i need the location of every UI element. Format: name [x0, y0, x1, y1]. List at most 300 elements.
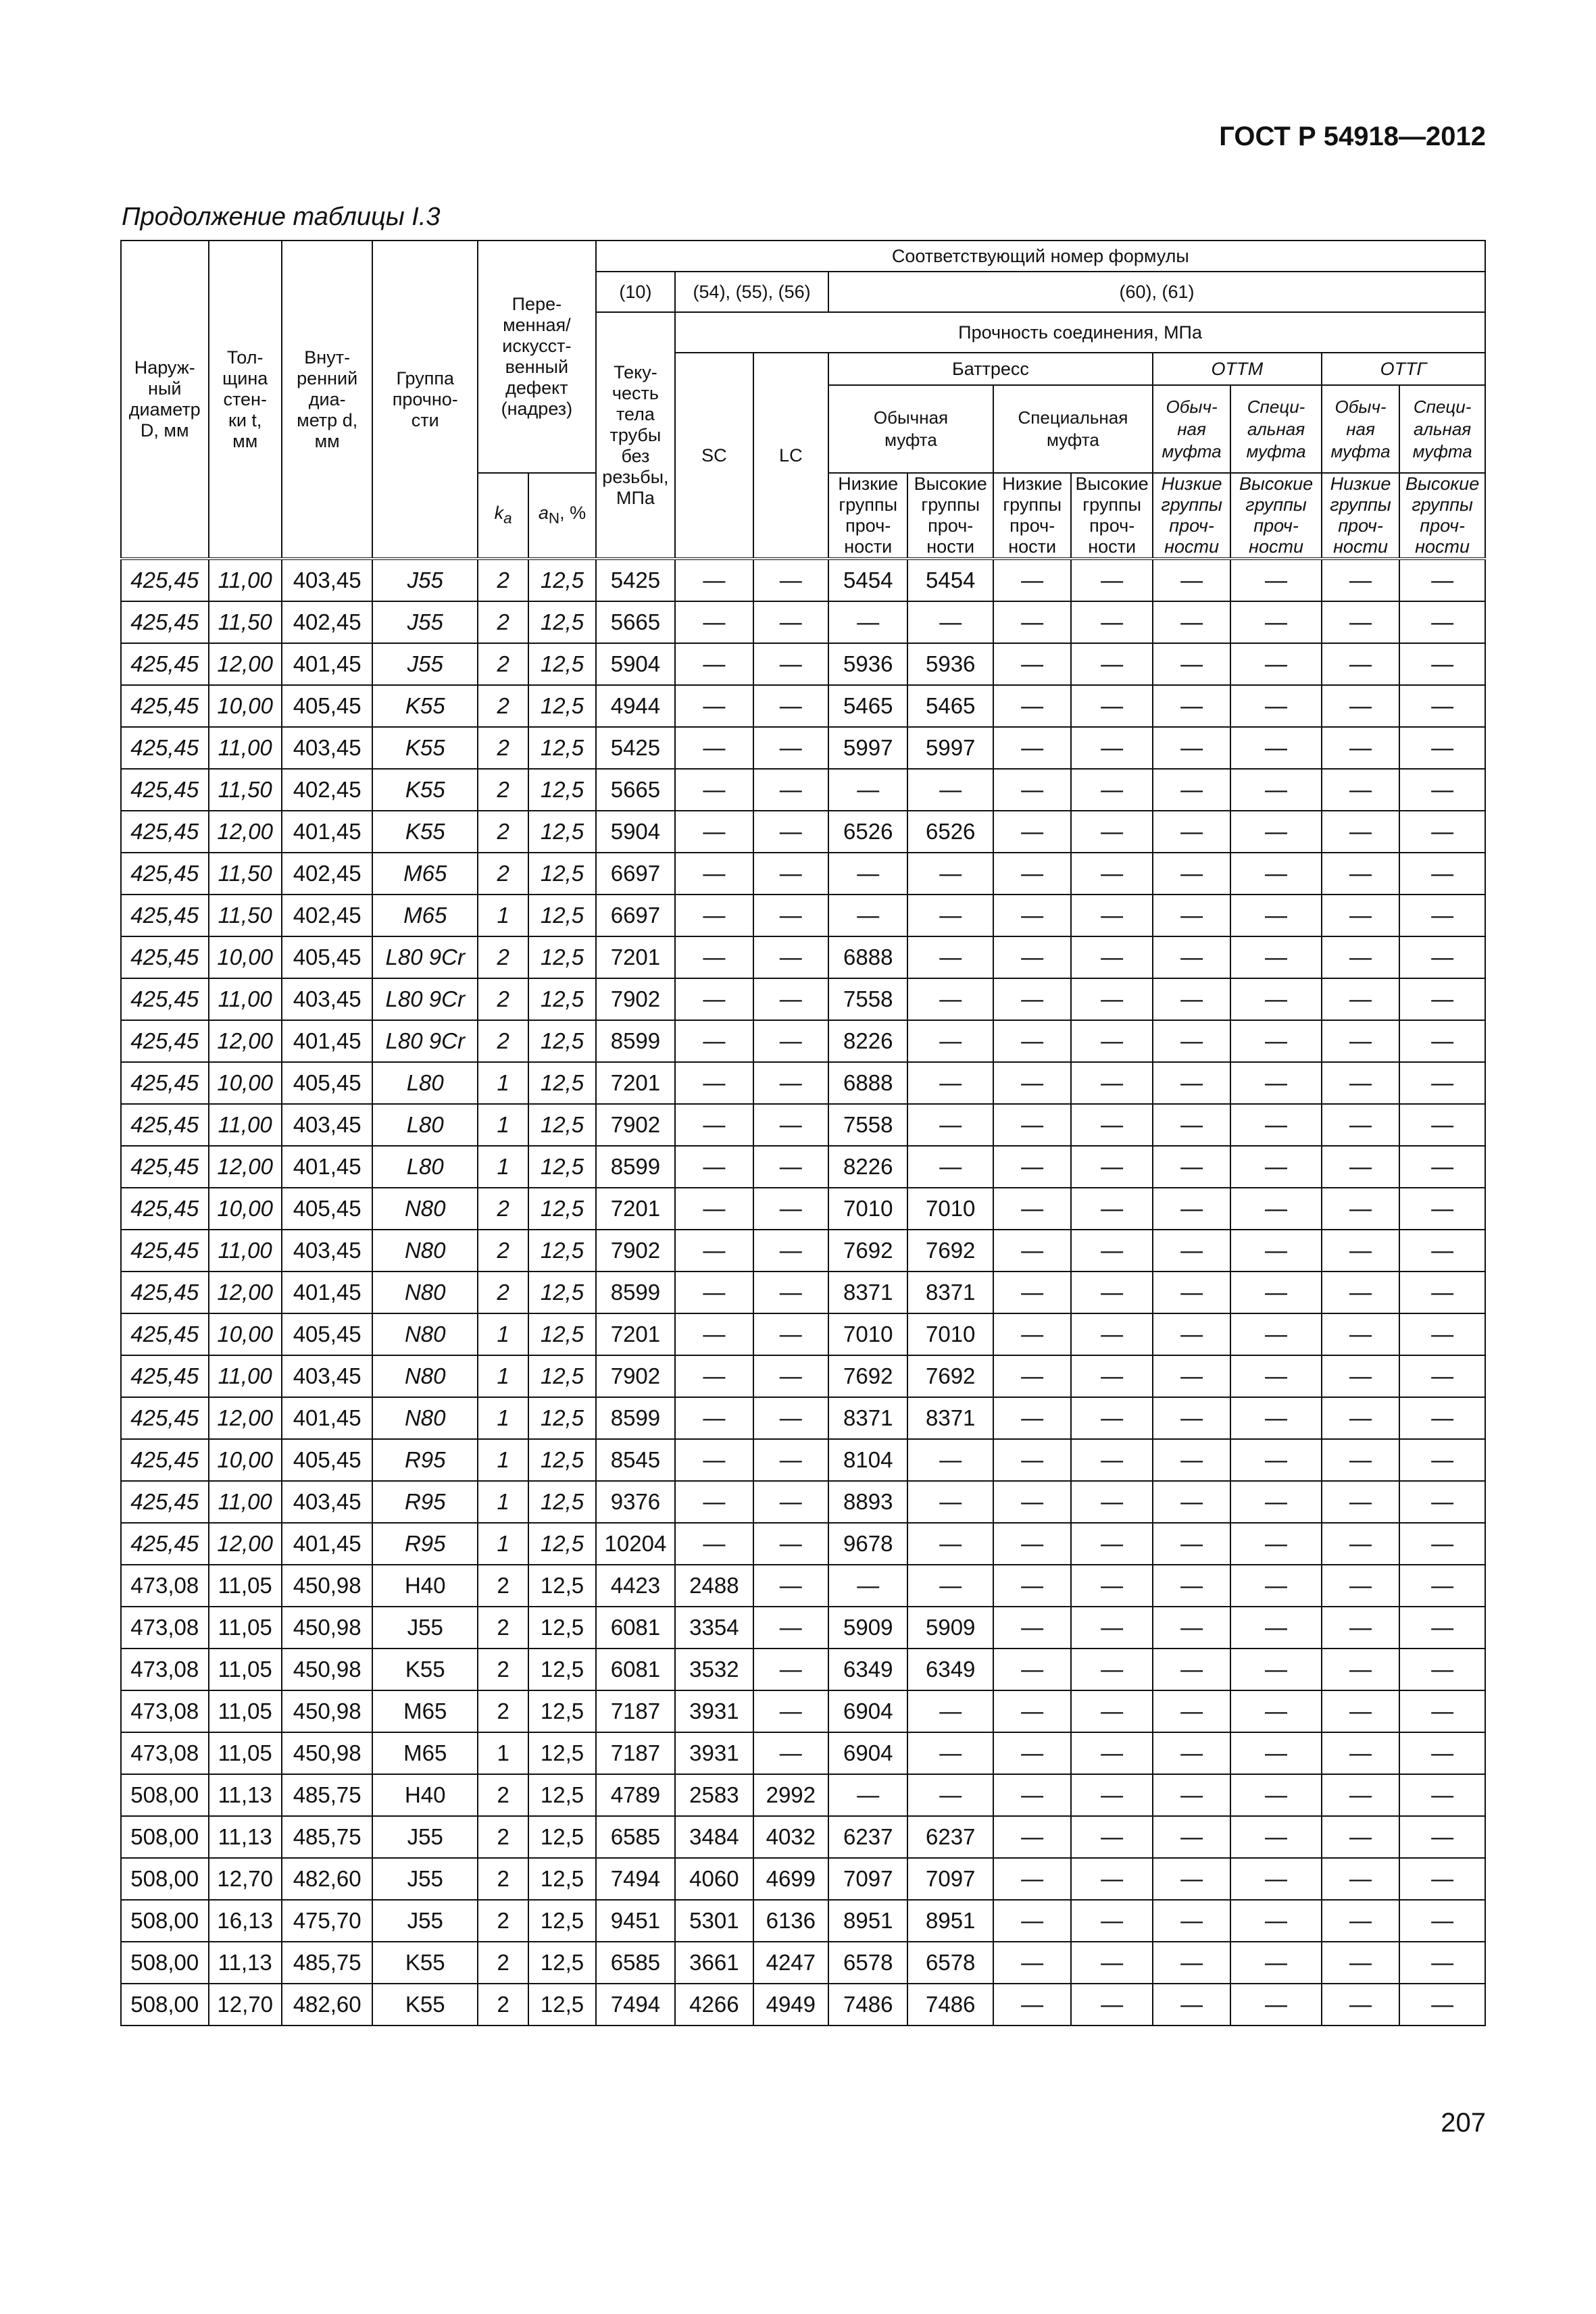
table-cell: —: [1322, 1313, 1399, 1355]
table-cell: 12,5: [528, 978, 595, 1020]
table-row: [121, 1607, 1485, 1649]
table-cell: —: [993, 1481, 1071, 1523]
table-cell: 12,5: [528, 685, 595, 727]
table-cell: L80: [372, 1146, 478, 1188]
table-cell: —: [993, 1188, 1071, 1230]
table-cell: 4266: [675, 1984, 753, 2026]
table-cell: —: [753, 1732, 828, 1774]
table-cell: —: [907, 1732, 993, 1774]
table-cell: —: [993, 601, 1071, 643]
ottm-low: Низкие группы проч- ности: [1153, 473, 1230, 559]
table-cell: 473,08: [121, 1732, 209, 1774]
table-cell: 7201: [596, 1188, 675, 1230]
table-cell: 12,5: [528, 1439, 595, 1481]
table-cell: —: [1230, 1062, 1322, 1104]
table-cell: —: [1322, 1272, 1399, 1313]
table-cell: —: [993, 1062, 1071, 1104]
table-cell: —: [675, 685, 753, 727]
table-cell: —: [1230, 811, 1322, 853]
table-cell: —: [1399, 1188, 1485, 1230]
table-cell: —: [1153, 1523, 1230, 1565]
table-cell: 482,60: [282, 1858, 373, 1900]
table-cell: —: [1230, 936, 1322, 978]
table-cell: —: [828, 853, 907, 895]
table-cell: —: [907, 1565, 993, 1607]
table-row: [121, 1816, 1485, 1858]
table-cell: —: [1153, 1942, 1230, 1984]
table-cell: 7010: [907, 1188, 993, 1230]
table-body: [121, 559, 1485, 2026]
table-cell: —: [993, 643, 1071, 685]
table-cell: —: [675, 936, 753, 978]
table-cell: 2: [478, 727, 528, 769]
table-cell: —: [675, 769, 753, 811]
table-cell: 8599: [596, 1146, 675, 1188]
table-row: [121, 685, 1485, 727]
table-cell: 10,00: [209, 1313, 282, 1355]
table-cell: —: [753, 1481, 828, 1523]
table-cell: 425,45: [121, 769, 209, 811]
table-cell: 10204: [596, 1523, 675, 1565]
table-cell: —: [1071, 1146, 1152, 1188]
table-cell: 12,5: [528, 1397, 595, 1439]
table-cell: N80: [372, 1188, 478, 1230]
table-cell: 12,5: [528, 1942, 595, 1984]
table-cell: —: [1230, 853, 1322, 895]
table-cell: 12,00: [209, 643, 282, 685]
table-cell: —: [907, 1020, 993, 1062]
table-cell: —: [1071, 601, 1152, 643]
table-cell: 425,45: [121, 936, 209, 978]
table-cell: —: [1399, 1649, 1485, 1690]
table-cell: —: [828, 1774, 907, 1816]
table-cell: —: [993, 1272, 1071, 1313]
table-cell: —: [753, 1565, 828, 1607]
table-cell: 4247: [753, 1942, 828, 1984]
table-cell: 11,50: [209, 769, 282, 811]
table-cell: —: [993, 1104, 1071, 1146]
table-cell: —: [1071, 1816, 1152, 1858]
table-cell: 401,45: [282, 1397, 373, 1439]
table-cell: —: [1230, 1858, 1322, 1900]
table-cell: —: [993, 936, 1071, 978]
table-cell: —: [993, 1690, 1071, 1732]
col-wall-thickness: Тол- щина стен- ки t, мм: [209, 241, 282, 559]
table-cell: —: [1322, 1481, 1399, 1523]
table-cell: 12,5: [528, 936, 595, 978]
table-cell: 7692: [907, 1230, 993, 1272]
table-cell: 425,45: [121, 895, 209, 936]
table-cell: M65: [372, 1732, 478, 1774]
table-cell: —: [753, 601, 828, 643]
table-cell: 508,00: [121, 1984, 209, 2026]
table-cell: —: [1153, 727, 1230, 769]
table-head: [121, 241, 1485, 559]
table-row: [121, 1732, 1485, 1774]
table-cell: —: [1071, 1104, 1152, 1146]
table-cell: —: [1322, 1984, 1399, 2026]
table-cell: —: [1322, 1732, 1399, 1774]
table-cell: R95: [372, 1481, 478, 1523]
table-cell: —: [828, 769, 907, 811]
table-cell: —: [1071, 1062, 1152, 1104]
table-cell: —: [675, 1062, 753, 1104]
table-cell: 12,00: [209, 1523, 282, 1565]
table-cell: K55: [372, 769, 478, 811]
table-cell: —: [1399, 1816, 1485, 1858]
table-cell: —: [993, 1146, 1071, 1188]
table-cell: 401,45: [282, 1272, 373, 1313]
table-cell: 11,00: [209, 559, 282, 601]
table-cell: —: [993, 1649, 1071, 1690]
table-cell: —: [1322, 601, 1399, 643]
buttress-special-low: Низкие группы проч- ности: [993, 473, 1071, 559]
table-cell: —: [993, 1732, 1071, 1774]
table-cell: 10,00: [209, 685, 282, 727]
table-cell: 6585: [596, 1816, 675, 1858]
table-cell: 6237: [907, 1816, 993, 1858]
table-cell: —: [993, 727, 1071, 769]
table-cell: 11,00: [209, 1481, 282, 1523]
table-cell: —: [993, 1984, 1071, 2026]
table-cell: 11,05: [209, 1690, 282, 1732]
table-cell: R95: [372, 1439, 478, 1481]
table-cell: —: [1322, 811, 1399, 853]
table-cell: 6888: [828, 936, 907, 978]
table-cell: 3931: [675, 1690, 753, 1732]
table-cell: 5904: [596, 643, 675, 685]
table-cell: 401,45: [282, 643, 373, 685]
table-cell: —: [993, 853, 1071, 895]
table-cell: 7201: [596, 1062, 675, 1104]
table-cell: —: [1071, 769, 1152, 811]
table-cell: 508,00: [121, 1858, 209, 1900]
table-cell: —: [1071, 895, 1152, 936]
table-cell: 7692: [907, 1355, 993, 1397]
table-cell: —: [1230, 685, 1322, 727]
table-cell: —: [1230, 1188, 1322, 1230]
table-cell: 2: [478, 1984, 528, 2026]
table-cell: —: [675, 1313, 753, 1355]
table-cell: 5936: [828, 643, 907, 685]
table-cell: —: [1399, 727, 1485, 769]
table-row: [121, 1439, 1485, 1481]
table-cell: 425,45: [121, 727, 209, 769]
table-cell: 5997: [907, 727, 993, 769]
table-cell: 7201: [596, 1313, 675, 1355]
table-cell: 5909: [828, 1607, 907, 1649]
ottm-special-header: Специ- альная муфта: [1230, 385, 1322, 473]
col-inner-diameter: Внут- ренний диа- метр d, мм: [282, 241, 373, 559]
buttress-regular-high: Высокие группы проч- ности: [907, 473, 993, 559]
table-cell: J55: [372, 1858, 478, 1900]
table-cell: 7486: [907, 1984, 993, 2026]
table-cell: 425,45: [121, 1481, 209, 1523]
table-cell: —: [675, 1020, 753, 1062]
table-cell: 4032: [753, 1816, 828, 1858]
table-cell: 12,5: [528, 1272, 595, 1313]
table-cell: 1: [478, 1062, 528, 1104]
table-cell: 12,5: [528, 1146, 595, 1188]
ottg-regular-header: Обыч- ная муфта: [1322, 385, 1399, 473]
table-cell: —: [753, 853, 828, 895]
table-cell: 12,5: [528, 1104, 595, 1146]
table-cell: R95: [372, 1523, 478, 1565]
table-cell: 425,45: [121, 1146, 209, 1188]
table-cell: —: [1399, 1020, 1485, 1062]
table-cell: —: [753, 1649, 828, 1690]
col-yield: Теку- честь тела трубы без резьбы, МПа: [596, 312, 675, 559]
table-cell: 12,5: [528, 727, 595, 769]
table-cell: —: [1322, 769, 1399, 811]
table-cell: —: [907, 1690, 993, 1732]
table-cell: 12,5: [528, 1900, 595, 1942]
table-cell: —: [1322, 1816, 1399, 1858]
table-cell: 2: [478, 1690, 528, 1732]
table-cell: 403,45: [282, 1355, 373, 1397]
table-cell: —: [1153, 1230, 1230, 1272]
table-cell: 12,5: [528, 643, 595, 685]
table-cell: —: [675, 1439, 753, 1481]
table-cell: —: [1071, 1565, 1152, 1607]
table-cell: 2: [478, 769, 528, 811]
table-cell: —: [1153, 1188, 1230, 1230]
table-cell: 425,45: [121, 1188, 209, 1230]
table-cell: 8951: [828, 1900, 907, 1942]
table-cell: —: [1399, 1774, 1485, 1816]
table-cell: —: [1322, 1188, 1399, 1230]
table-cell: —: [1153, 895, 1230, 936]
table-cell: 12,5: [528, 1313, 595, 1355]
table-cell: 16,13: [209, 1900, 282, 1942]
table-cell: —: [1399, 1146, 1485, 1188]
table-cell: 7187: [596, 1732, 675, 1774]
table-cell: —: [907, 978, 993, 1020]
table-cell: 6081: [596, 1649, 675, 1690]
table-cell: 12,5: [528, 1188, 595, 1230]
table-cell: —: [753, 1020, 828, 1062]
table-cell: 12,00: [209, 1272, 282, 1313]
table-cell: 7902: [596, 1104, 675, 1146]
table-cell: 2: [478, 1272, 528, 1313]
table-cell: 7201: [596, 936, 675, 978]
table-cell: 12,5: [528, 1355, 595, 1397]
table-cell: —: [1230, 1313, 1322, 1355]
table-cell: 6904: [828, 1690, 907, 1732]
table-cell: —: [1322, 685, 1399, 727]
table-cell: 402,45: [282, 853, 373, 895]
table-cell: —: [753, 643, 828, 685]
table-cell: 2: [478, 1649, 528, 1690]
table-cell: 11,00: [209, 1104, 282, 1146]
table-cell: 7494: [596, 1858, 675, 1900]
table-cell: —: [1399, 1272, 1485, 1313]
table-cell: 2: [478, 1188, 528, 1230]
table-cell: —: [1399, 1062, 1485, 1104]
table-cell: 425,45: [121, 1355, 209, 1397]
table-cell: —: [1399, 1230, 1485, 1272]
table-cell: 403,45: [282, 978, 373, 1020]
table-cell: 2992: [753, 1774, 828, 1816]
table-cell: —: [1071, 936, 1152, 978]
table-cell: 5465: [907, 685, 993, 727]
table-cell: 425,45: [121, 1523, 209, 1565]
table-cell: 5465: [828, 685, 907, 727]
table-cell: —: [675, 1272, 753, 1313]
table-cell: —: [1399, 1607, 1485, 1649]
table-cell: —: [1322, 1649, 1399, 1690]
table-cell: 12,5: [528, 1230, 595, 1272]
table-cell: —: [993, 1858, 1071, 1900]
table-cell: 425,45: [121, 978, 209, 1020]
table-cell: —: [1322, 1397, 1399, 1439]
table-cell: 6081: [596, 1607, 675, 1649]
table-cell: —: [1399, 1439, 1485, 1481]
table-cell: —: [1071, 1984, 1152, 2026]
table-cell: K55: [372, 811, 478, 853]
table-row: [121, 853, 1485, 895]
table-cell: 7494: [596, 1984, 675, 2026]
table-cell: 2: [478, 601, 528, 643]
table-cell: —: [675, 978, 753, 1020]
table-cell: —: [1153, 853, 1230, 895]
table-row: [121, 1858, 1485, 1900]
table-cell: 12,5: [528, 1774, 595, 1816]
table-cell: 11,05: [209, 1649, 282, 1690]
table-cell: —: [907, 895, 993, 936]
table-cell: M65: [372, 1690, 478, 1732]
table-cell: 6349: [907, 1649, 993, 1690]
table-cell: —: [1399, 685, 1485, 727]
table-cell: —: [753, 1230, 828, 1272]
table-cell: 6578: [828, 1942, 907, 1984]
table-cell: —: [1230, 1942, 1322, 1984]
table-cell: —: [993, 1900, 1071, 1942]
table-cell: 5909: [907, 1607, 993, 1649]
table-cell: —: [1230, 1607, 1322, 1649]
table-cell: 5997: [828, 727, 907, 769]
table-cell: 8371: [907, 1272, 993, 1313]
table-cell: —: [907, 1774, 993, 1816]
table-cell: —: [753, 1355, 828, 1397]
table-cell: J55: [372, 601, 478, 643]
table-row: [121, 1355, 1485, 1397]
table-cell: 5454: [828, 559, 907, 601]
table-cell: 2: [478, 1774, 528, 1816]
table-cell: —: [1399, 769, 1485, 811]
table-cell: —: [1153, 685, 1230, 727]
table-cell: 12,70: [209, 1984, 282, 2026]
table-cell: —: [1071, 685, 1152, 727]
table-cell: 425,45: [121, 1062, 209, 1104]
table-row: [121, 769, 1485, 811]
table-cell: —: [753, 1523, 828, 1565]
table-cell: 6904: [828, 1732, 907, 1774]
table-cell: —: [753, 1607, 828, 1649]
table-cell: 12,5: [528, 1816, 595, 1858]
table-cell: —: [1153, 1607, 1230, 1649]
table-cell: 1: [478, 895, 528, 936]
table-cell: 5665: [596, 601, 675, 643]
table-cell: —: [1322, 727, 1399, 769]
table-cell: —: [1230, 1104, 1322, 1146]
table-cell: —: [1399, 1104, 1485, 1146]
table-cell: —: [1153, 1020, 1230, 1062]
table-cell: 425,45: [121, 1272, 209, 1313]
table-cell: —: [1399, 1355, 1485, 1397]
col-an: $a_N$, %: [528, 473, 595, 559]
table-cell: H40: [372, 1565, 478, 1607]
table-cell: —: [1322, 1774, 1399, 1816]
table-cell: 425,45: [121, 1104, 209, 1146]
table-cell: 2: [478, 1942, 528, 1984]
table-cell: —: [907, 1104, 993, 1146]
table-cell: —: [1399, 1523, 1485, 1565]
table-cell: 8226: [828, 1146, 907, 1188]
table-cell: —: [1153, 769, 1230, 811]
table-cell: 4423: [596, 1565, 675, 1607]
table-cell: 12,5: [528, 769, 595, 811]
table-cell: 405,45: [282, 1313, 373, 1355]
table-cell: —: [1230, 1272, 1322, 1313]
table-cell: 7692: [828, 1355, 907, 1397]
table-cell: 12,5: [528, 1649, 595, 1690]
table-cell: —: [1153, 1565, 1230, 1607]
ottg-header: ОТТГ: [1322, 353, 1485, 385]
table-cell: —: [1230, 1900, 1322, 1942]
table-cell: 6237: [828, 1816, 907, 1858]
table-row: [121, 1313, 1485, 1355]
table-cell: 2: [478, 1607, 528, 1649]
table-cell: —: [753, 1397, 828, 1439]
table-cell: 12,5: [528, 811, 595, 853]
table-cell: 11,05: [209, 1607, 282, 1649]
table-cell: —: [1071, 853, 1152, 895]
table-cell: 5454: [907, 559, 993, 601]
table-cell: 425,45: [121, 685, 209, 727]
table-cell: —: [675, 1397, 753, 1439]
table-cell: —: [1153, 1858, 1230, 1900]
table-cell: —: [753, 1188, 828, 1230]
table-cell: —: [753, 978, 828, 1020]
table-cell: 6697: [596, 895, 675, 936]
table-cell: —: [1153, 1313, 1230, 1355]
table-cell: —: [1071, 727, 1152, 769]
table-cell: 12,5: [528, 1523, 595, 1565]
table-cell: —: [993, 1607, 1071, 1649]
table-cell: —: [1322, 1690, 1399, 1732]
table-cell: —: [1071, 1397, 1152, 1439]
table-cell: —: [675, 811, 753, 853]
table-cell: —: [1071, 1690, 1152, 1732]
table-cell: 405,45: [282, 685, 373, 727]
table-cell: —: [993, 1397, 1071, 1439]
table-cell: 12,5: [528, 601, 595, 643]
table-cell: 2: [478, 978, 528, 1020]
table-cell: M65: [372, 895, 478, 936]
table-cell: 425,45: [121, 853, 209, 895]
table-cell: 12,5: [528, 1565, 595, 1607]
table-cell: 7558: [828, 1104, 907, 1146]
col-lc: LC: [753, 353, 828, 559]
table-cell: —: [1322, 559, 1399, 601]
table-cell: 8104: [828, 1439, 907, 1481]
table-cell: —: [1071, 1607, 1152, 1649]
table-cell: —: [907, 853, 993, 895]
table-cell: —: [1071, 1523, 1152, 1565]
table-cell: 403,45: [282, 1104, 373, 1146]
table-cell: 6349: [828, 1649, 907, 1690]
